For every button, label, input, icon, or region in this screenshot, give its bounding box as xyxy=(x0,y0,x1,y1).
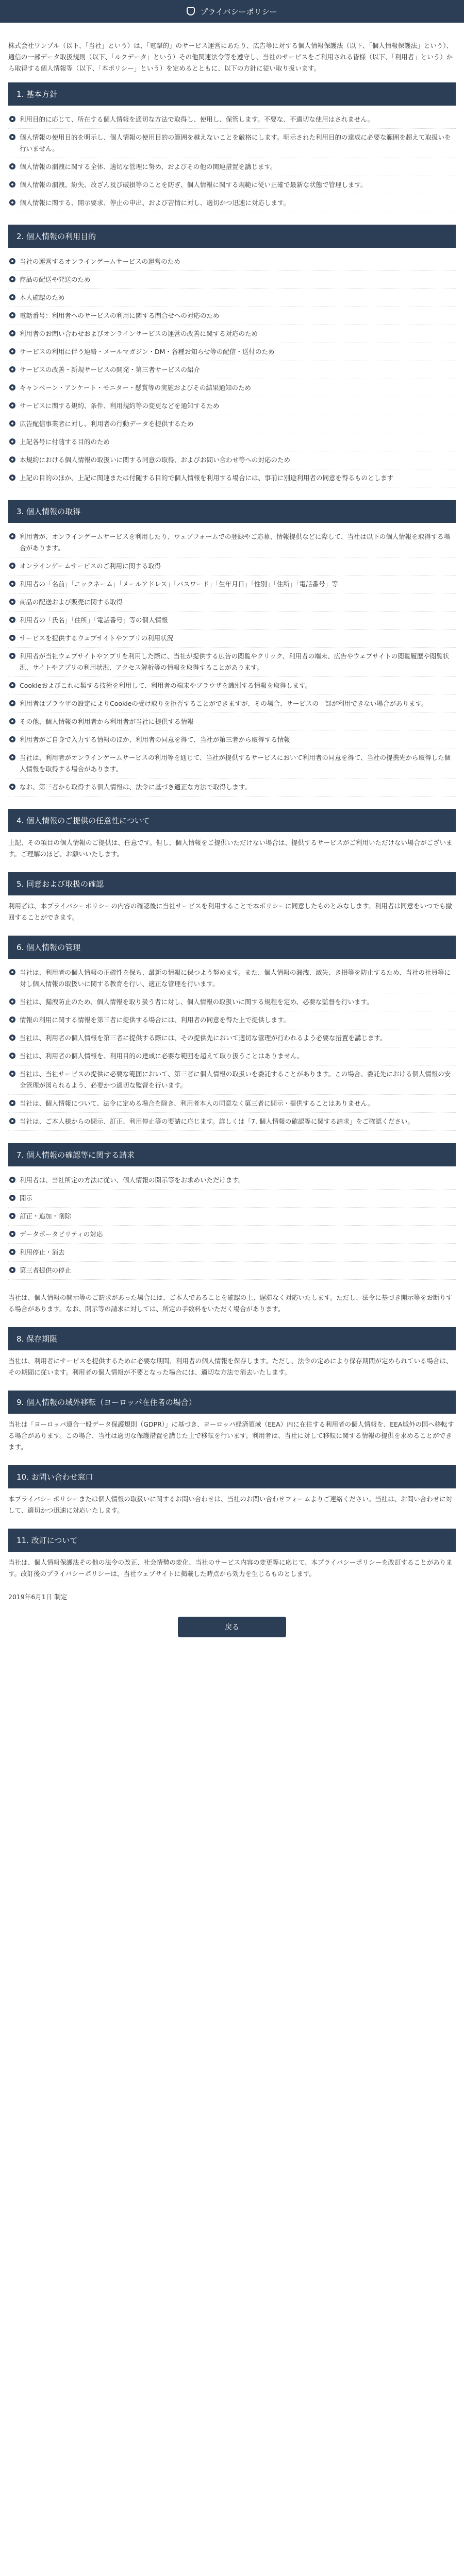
list-item: 個人情報に関する、開示要求、停止の申出、および苦情に対し、適切かつ迅速に対応します。 xyxy=(8,194,456,212)
list-item: Cookieおよびこれに類する技術を利用して、利用者の端末やブラウザを識別する情報を取得します。 xyxy=(8,677,456,695)
list-item: 利用目的に応じて、所在する個人情報を適切な方法で取得し、使用し、保管します。不要な、不適切な使用はされません。 xyxy=(8,111,456,129)
list-item: 利用者はブラウザの設定によりCookieの受け取りを拒否することができますが、その場合、サービスの一部が利用できない場合があります。 xyxy=(8,695,456,713)
list-item: 当社は、当社サービスの提供に必要な範囲において、第三者に個人情報の取扱いを委託することがあります。この場合、委託先における個人情報の安全管理が図られるよう、必要かつ適切な監督を行います。 xyxy=(8,1065,456,1095)
section-title: 11. 改訂について xyxy=(8,1529,456,1552)
list-item: サービスに関する規約、条件、利用規約等の変更などを通知するため xyxy=(8,397,456,415)
list-item: 訂正・追加・削除 xyxy=(8,1208,456,1226)
list-item: なお、第三者から取得する個人情報は、法令に基づき適正な方法で取得します。 xyxy=(8,778,456,796)
list-item: サービスの改善・新規サービスの開発・第三者サービスの紹介 xyxy=(8,361,456,379)
page-title: プライバシーポリシー xyxy=(200,7,277,16)
section-title: 5. 同意および取扱の確認 xyxy=(8,872,456,895)
section-list xyxy=(8,253,456,487)
list-item: 当社は、漏洩防止のため、個人情報を取り扱う者に対し、個人情報の取扱いに関する規程を定め、必要な監督を行います。 xyxy=(8,993,456,1011)
list-item: 利用停止・消去 xyxy=(8,1244,456,1262)
section-note: 当社は、個人情報の開示等のご請求があった場合には、ご本人であることを確認の上、遅滞なく対応いたします。ただし、法令に基づき開示等をお断りする場合があります。なお、開示等の請求に対しては、所定の手数料をいただく場合があります。 xyxy=(8,1294,453,1313)
list-item: 当社は、利用者がオンラインゲームサービスの利用等を通じて、当社が提供するサービスにおいて利用者の同意を得て、当社の提携先から取得した個人情報を取得する場合があります。 xyxy=(8,749,456,778)
section-paragraph: 当社は、個人情報保護法その他の法令の改正、社会情勢の変化、当社のサービス内容の変更等に応じて、本プライバシーポリシーを改訂することがあります。改訂後のプライバシーポリシーは、当社ウェブサイトに掲載した時点から効力を生じるものとします。 xyxy=(8,1558,453,1578)
list-item: 個人情報の使用目的を明示し、個人情報の使用目的の範囲を越えないことを厳格にします。明示された利用目的の達成に必要な範囲を超えて取扱いを行いません。 xyxy=(8,129,456,158)
list-item: オンラインゲームサービスのご利用に関する取得 xyxy=(8,557,456,575)
list-item: サービスを提供するウェブサイトやアプリの利用状況 xyxy=(8,630,456,648)
back-button[interactable]: 戻る xyxy=(178,1617,286,1637)
list-item: 上記の目的のほか、上記に関連または付随する目的で個人情報を利用する場合には、事前に別途利用者の同意を得るものとします xyxy=(8,469,456,487)
section-title: 6. 個人情報の管理 xyxy=(8,936,456,959)
list-item: 利用者が、オンラインゲームサービスを利用したり、ウェブフォームでの登録やご応募、情報提供などに際して、当社は以下の個人情報を取得する場合があります。 xyxy=(8,528,456,557)
list-item: その他、個人情報の利用者から利用者が当社に提供する情報 xyxy=(8,713,456,731)
section-list xyxy=(8,111,456,212)
list-item: 情報の利用に関する情報を第三者に提供する場合には、利用者の同意を得た上で提供します。 xyxy=(8,1011,456,1029)
section-title: 7. 個人情報の確認等に関する請求 xyxy=(8,1143,456,1166)
section-list xyxy=(8,528,456,796)
section-title: 2. 個人情報の利用目的 xyxy=(8,225,456,248)
page-header xyxy=(0,0,464,23)
list-item: 本人確認のため xyxy=(8,289,456,307)
list-item: 当社は、利用者の個人情報を第三者に提供する際には、その提供先において適切な管理が行われるよう必要な措置を講じます。 xyxy=(8,1029,456,1047)
list-item: 利用者のお問い合わせおよびオンラインサービスの運営の改善に関する対応のため xyxy=(8,325,456,343)
section-title: 10. お問い合わせ窓口 xyxy=(8,1465,456,1488)
list-item: キャンペーン・アンケート・モニター・懸賞等の実施およびその結果通知のため xyxy=(8,379,456,397)
section-paragraph: 本プライバシーポリシーまたは個人情報の取扱いに関するお問い合わせは、当社のお問い合わせフォームよりご連絡ください。当社は、お問い合わせに対して、適切かつ迅速に対応いたします。 xyxy=(8,1495,453,1514)
list-item: 当社は、利用者の個人情報の正確性を保ち、最新の情報に保つよう努めます。また、個人情報の漏洩、滅失、き損等を防止するため、当社の社員等に対し個人情報の取扱いに関する教育を行い、適正な管理を行います。 xyxy=(8,964,456,993)
list-item: サービスの利用に伴う連絡・メールマガジン・DM・各種お知らせ等の配信・送付のため xyxy=(8,343,456,361)
list-item: 上記各号に付随する目的のため xyxy=(8,433,456,451)
section-paragraph: 当社は、利用者にサービスを提供するために必要な期間、利用者の個人情報を保存します。ただし、法令の定めにより保存期間が定められている場合は、その期間に従います。利用者の個人情報が不要となった場合には、適切な方法で消去いたします。 xyxy=(8,1357,453,1376)
list-item: 個人情報の漏洩に関する全体、適切な管理に努め、およびその他の関連措置を講じます。 xyxy=(8,158,456,176)
policy-content xyxy=(0,23,464,1658)
list-item: 広告配信事業者に対し、利用者の行動データを提供するため xyxy=(8,415,456,433)
list-item: 開示 xyxy=(8,1190,456,1208)
section-title: 8. 保存期限 xyxy=(8,1327,456,1350)
section-title: 3. 個人情報の取得 xyxy=(8,500,456,523)
list-item: 利用者は、当社所定の方法に従い、個人情報の開示等をお求めいただけます。 xyxy=(8,1172,456,1190)
list-item: 個人情報の漏洩、紛失、改ざん及び破損等のことを防ぎ、個人情報に関する規範に従い正確で最新な状態で管理します。 xyxy=(8,176,456,194)
sections-container xyxy=(8,82,456,1580)
list-item: 商品の配送や発送のため xyxy=(8,271,456,289)
list-item: 本規約における個人情報の取扱いに関する同意の取得、およびお問い合わせ等への対応のため xyxy=(8,451,456,469)
list-item: データポータビリティの対応 xyxy=(8,1226,456,1244)
list-item: 当社は、利用者の個人情報を、利用目的の達成に必要な範囲を超えて取り扱うことはありません。 xyxy=(8,1047,456,1065)
list-item: 電話番号：利用者へのサービスの利用に関する問合せへの対応のため xyxy=(8,307,456,325)
section-paragraph: 当社は「ヨーロッパ連合一般データ保護規則（GDPR）」に基づき、ヨーロッパ経済領域（EEA）内に在住する利用者の個人情報を、EEA域外の国へ移転する場合があります。この場合、当社は適切な保護措置を講じた上で移転を行います。利用者は、当社に対して移転に関する情報の提供を求めることができます。 xyxy=(8,1420,454,1451)
button-area xyxy=(8,1617,456,1637)
section-title: 9. 個人情報の域外移転（ヨーロッパ在住者の場合） xyxy=(8,1391,456,1414)
section-paragraph: 利用者は、本プライバシーポリシーの内容の確認後に当社サービスを利用することで本ポリシーに同意したものとみなします。利用者は同意をいつでも撤回することができます。 xyxy=(8,902,452,921)
section-list xyxy=(8,1172,456,1280)
list-item: 利用者の「氏名」「住所」「電話番号」等の個人情報 xyxy=(8,612,456,630)
section-title: 1. 基本方針 xyxy=(8,82,456,106)
section-list xyxy=(8,964,456,1131)
section-title: 4. 個人情報のご提供の任意性について xyxy=(8,809,456,832)
list-item: 利用者がご自身で入力する情報のほか、利用者の同意を得て、当社が第三者から取得する情報 xyxy=(8,731,456,749)
shield-icon xyxy=(187,7,195,15)
list-item: 利用者が当社ウェブサイトやアプリを利用した際に、当社が提供する広告の閲覧やクリック、利用者の端末、広告やウェブサイトの閲覧履歴や閲覧状況、サイトやアプリの利用状況、アクセス解析等の情報を取得することがあります。 xyxy=(8,648,456,677)
list-item: 第三者提供の停止 xyxy=(8,1262,456,1280)
list-item: 商品の配送および販売に関する取得 xyxy=(8,594,456,612)
list-item: 利用者の「名前」「ニックネーム」「メールアドレス」「パスワード」「生年月日」「性別」「住所」「電話番号」等 xyxy=(8,575,456,594)
intro-text: 株式会社ワンプル（以下、「当社」という）は、「電撃的」のサービス運営にあたり、広告等に対する個人情報保護法（以下、「個人情報保護法」という）、通信の一部データ取扱規則（以下、「ルクデータ」という）その他関連法令等を遵守し、当社のサービスをご利用される皆様（以下、「利用者」という）から取得する個人情報等（以下、「本ポリシー」という）を定めるとともに、以下の方針に従い取り扱います。 xyxy=(8,42,453,72)
list-item: 当社は、個人情報について、法令に定める場合を除き、利用者本人の同意なく第三者に開示・提供することはありません。 xyxy=(8,1095,456,1113)
list-item: 当社は、ご本人様からの開示、訂正、利用停止等の要請に応じます。詳しくは「7. 個人情報の確認等に関する請求」をご確認ください。 xyxy=(8,1113,456,1131)
enactment-date: 2019年6月1日 制定 xyxy=(8,1593,68,1601)
section-paragraph: 上記、その項目の個人情報のご提供は、任意です。但し、個人情報をご提供いただけない場合は、提供するサービスがご利用いただけない場合がございます。ご理解のほど、お願いいたします。 xyxy=(8,839,453,858)
list-item: 当社の運営するオンラインゲームサービスの運営のため xyxy=(8,253,456,271)
